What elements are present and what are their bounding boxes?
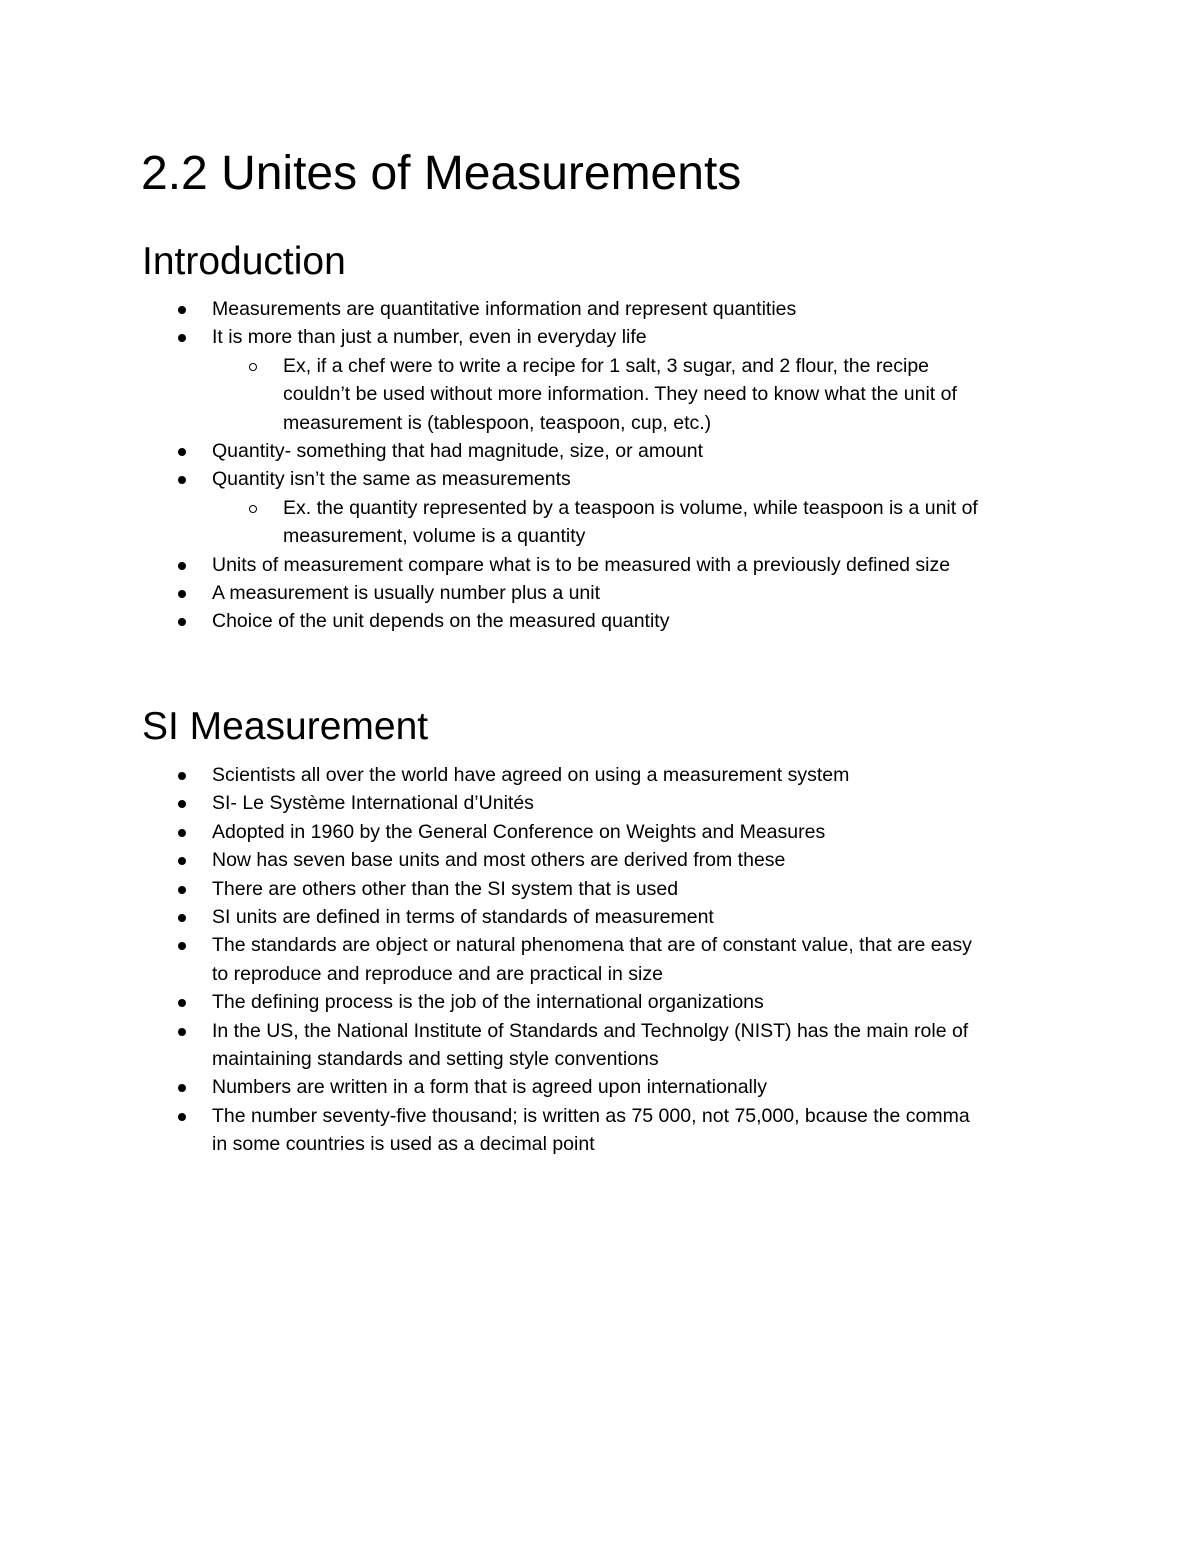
list-item xyxy=(0,494,1073,551)
filled-bullet-icon xyxy=(178,590,186,598)
list-item xyxy=(0,607,1072,635)
document-title: 2.2 Unites of Measurements xyxy=(141,147,742,200)
list-item-text: The standards are object or natural phenomena that are of constant value, that are easy to reproduce and reproduce and are practical in size xyxy=(212,934,972,985)
section-heading-introduction: Introduction xyxy=(142,240,346,283)
filled-bullet-icon xyxy=(178,886,186,894)
list-item-text: Scientists all over the world have agreed on using a measurement system xyxy=(212,764,850,786)
hollow-bullet-icon xyxy=(249,505,257,513)
list-item-text: A measurement is usually number plus a unit xyxy=(212,582,601,605)
filled-bullet-icon xyxy=(178,1113,186,1121)
list-item xyxy=(0,875,1072,903)
list-item-text: It is more than just a number, even in everyday life xyxy=(212,326,647,349)
list-item-text: Adopted in 1960 by the General Conference on Weights and Measures xyxy=(212,820,826,843)
introduction-bullet-list xyxy=(0,295,1200,636)
list-item xyxy=(0,579,1072,607)
list-item xyxy=(0,295,1072,323)
list-item-text: Numbers are written in a form that is agreed upon internationally xyxy=(212,1076,767,1099)
list-item-text: Choice of the unit depends on the measured quantity xyxy=(212,610,670,633)
list-item-text: There are others other than the SI system that is used xyxy=(212,877,679,900)
filled-bullet-icon xyxy=(178,999,186,1007)
list-item xyxy=(0,551,1072,579)
list-item-text: Measurements are quantitative information and represent quantities xyxy=(212,298,797,320)
list-item xyxy=(0,1073,1072,1101)
filled-bullet-icon xyxy=(178,618,186,626)
filled-bullet-icon xyxy=(178,448,186,456)
hollow-bullet-icon xyxy=(249,363,257,371)
filled-bullet-icon xyxy=(178,334,186,342)
list-item-text: Ex. the quantity represented by a teaspoon is volume, while teaspoon is a unit of measurement, volume is a quantity xyxy=(283,496,978,548)
filled-bullet-icon xyxy=(178,942,186,950)
list-item xyxy=(0,1102,1072,1159)
filled-bullet-icon xyxy=(178,562,186,570)
filled-bullet-icon xyxy=(178,829,186,837)
list-item-text: In the US, the National Institute of Standards and Technolgy (NIST) has the main role of maintaining standards and setting style conventions xyxy=(212,1019,969,1071)
list-item xyxy=(0,761,1072,789)
filled-bullet-icon xyxy=(178,914,186,922)
list-item xyxy=(0,1017,1072,1074)
list-item xyxy=(0,437,1072,465)
list-item-text: The number seventy-five thousand; is written as 75 000, not 75,000, bcause the comma in some countries is used as a decimal point xyxy=(212,1104,970,1156)
list-item xyxy=(0,846,1072,874)
filled-bullet-icon xyxy=(178,857,186,865)
list-item-text: Units of measurement compare what is to be measured with a previously defined size xyxy=(212,553,951,576)
filled-bullet-icon xyxy=(178,476,186,484)
list-item xyxy=(0,789,1072,817)
section-heading-si-measurement: SI Measurement xyxy=(142,705,429,748)
si-measurement-bullet-list xyxy=(0,761,1200,1159)
list-item-text: Quantity isn’t the same as measurements xyxy=(212,468,571,491)
list-item xyxy=(0,931,1072,988)
list-item xyxy=(0,903,1072,931)
list-item-text: Ex, if a chef were to write a recipe for 1 salt, 3 sugar, and 2 flour, the recipe couldn’t be used without more information. They need to know what the unit of measurement is (tablespoon, teaspoon, cup, etc.) xyxy=(283,354,957,434)
list-item-text: SI- Le Système International d’Unités xyxy=(212,792,534,815)
list-item xyxy=(0,465,1072,493)
list-item-text: Now has seven base units and most others are derived from these xyxy=(212,849,786,872)
filled-bullet-icon xyxy=(178,306,186,314)
list-item xyxy=(0,818,1072,846)
list-item-text: SI units are defined in terms of standards of measurement xyxy=(212,906,714,929)
list-item xyxy=(0,352,1073,437)
filled-bullet-icon xyxy=(178,772,186,780)
list-item xyxy=(0,323,1072,351)
list-item-text: Quantity- something that had magnitude, size, or amount xyxy=(212,440,704,463)
filled-bullet-icon xyxy=(178,800,186,808)
list-item-text: The defining process is the job of the international organizations xyxy=(212,991,764,1014)
filled-bullet-icon xyxy=(178,1084,186,1092)
list-item xyxy=(0,988,1072,1016)
filled-bullet-icon xyxy=(178,1028,186,1036)
